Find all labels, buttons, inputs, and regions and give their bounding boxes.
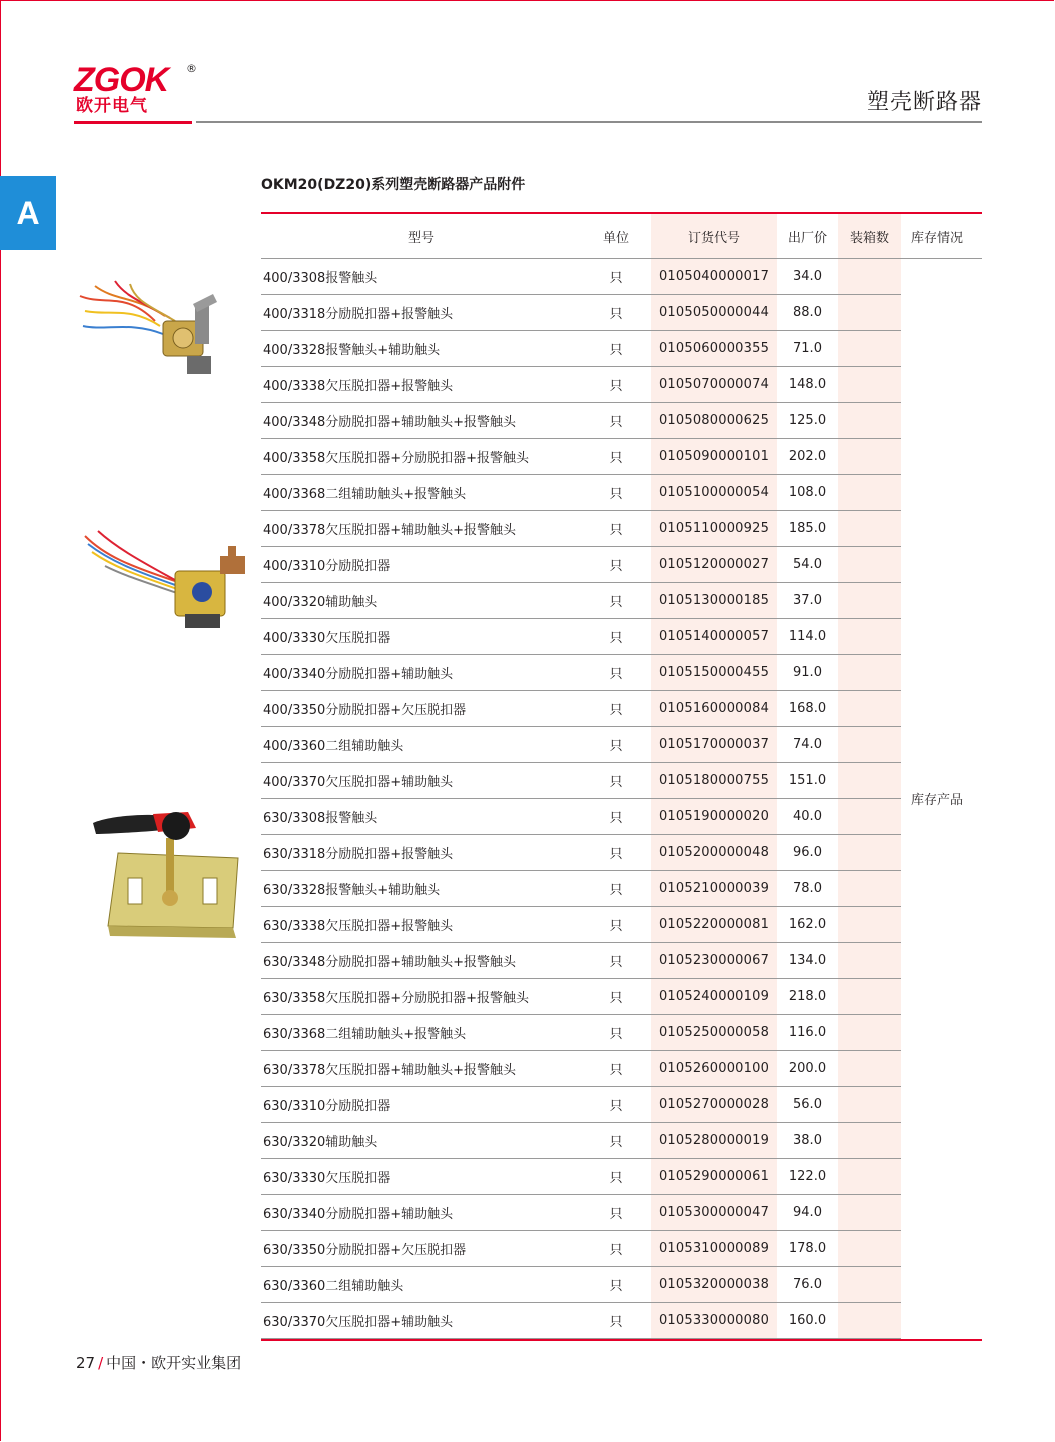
order-code-cell: 0105310000089	[651, 1231, 777, 1267]
table-row	[261, 583, 982, 619]
box-qty-cell	[838, 583, 901, 619]
model-cell: 400/3358欠压脱扣器+分励脱扣器+报警触头	[261, 439, 581, 475]
price-cell: 91.0	[777, 655, 838, 691]
unit-cell: 只	[581, 1087, 651, 1123]
order-code-cell: 0105260000100	[651, 1051, 777, 1087]
model-cell: 630/3348分励脱扣器+辅助触头+报警触头	[261, 943, 581, 979]
shunt-release-accessory-image	[80, 526, 250, 636]
model-cell: 630/3338欠压脱扣器+报警触头	[261, 907, 581, 943]
model-cell: 630/3330欠压脱扣器	[261, 1159, 581, 1195]
box-qty-cell	[838, 1195, 901, 1231]
box-qty-cell	[838, 331, 901, 367]
unit-cell: 只	[581, 907, 651, 943]
price-cell: 185.0	[777, 511, 838, 547]
model-cell: 630/3370欠压脱扣器+辅助触头	[261, 1303, 581, 1339]
brand-logo	[74, 61, 197, 124]
table-row	[261, 511, 982, 547]
order-code-cell: 0105190000020	[651, 799, 777, 835]
price-cell: 168.0	[777, 691, 838, 727]
order-code-cell: 0105160000084	[651, 691, 777, 727]
model-cell: 400/3310分励脱扣器	[261, 547, 581, 583]
price-cell: 88.0	[777, 295, 838, 331]
table-row	[261, 1195, 982, 1231]
unit-cell: 只	[581, 1303, 651, 1339]
price-cell: 37.0	[777, 583, 838, 619]
unit-cell: 只	[581, 979, 651, 1015]
price-cell: 162.0	[777, 907, 838, 943]
box-qty-cell	[838, 259, 901, 295]
box-qty-cell	[838, 1123, 901, 1159]
order-code-cell: 0105140000057	[651, 619, 777, 655]
box-qty-cell	[838, 547, 901, 583]
price-cell: 71.0	[777, 331, 838, 367]
header-stock: 库存情况	[901, 214, 982, 259]
price-cell: 178.0	[777, 1231, 838, 1267]
table-row	[261, 1087, 982, 1123]
order-code-cell: 0105330000080	[651, 1303, 777, 1339]
table-row	[261, 799, 982, 835]
section-title: OKM20(DZ20)系列塑壳断路器产品附件	[261, 177, 526, 193]
table-row	[261, 655, 982, 691]
box-qty-cell	[838, 1159, 901, 1195]
box-qty-cell	[838, 295, 901, 331]
price-table	[261, 214, 982, 1339]
unit-cell: 只	[581, 1267, 651, 1303]
unit-cell: 只	[581, 475, 651, 511]
price-cell: 125.0	[777, 403, 838, 439]
unit-cell: 只	[581, 1231, 651, 1267]
order-code-cell: 0105290000061	[651, 1159, 777, 1195]
price-cell: 160.0	[777, 1303, 838, 1339]
price-cell: 114.0	[777, 619, 838, 655]
order-code-cell: 0105230000067	[651, 943, 777, 979]
order-code-cell: 0105250000058	[651, 1015, 777, 1051]
table-row	[261, 367, 982, 403]
box-qty-cell	[838, 871, 901, 907]
price-cell: 148.0	[777, 367, 838, 403]
price-cell: 40.0	[777, 799, 838, 835]
box-qty-cell	[838, 439, 901, 475]
unit-cell: 只	[581, 403, 651, 439]
price-cell: 202.0	[777, 439, 838, 475]
table-row	[261, 727, 982, 763]
table-row	[261, 1015, 982, 1051]
price-cell: 94.0	[777, 1195, 838, 1231]
model-cell: 630/3340分励脱扣器+辅助触头	[261, 1195, 581, 1231]
box-qty-cell	[838, 691, 901, 727]
order-code-cell: 0105050000044	[651, 295, 777, 331]
logo-subtitle: 欧开电气	[76, 96, 148, 116]
box-qty-cell	[838, 403, 901, 439]
unit-cell: 只	[581, 1195, 651, 1231]
model-cell: 630/3318分励脱扣器+报警触头	[261, 835, 581, 871]
model-cell: 630/3310分励脱扣器	[261, 1087, 581, 1123]
header-divider	[196, 121, 982, 123]
price-cell: 76.0	[777, 1267, 838, 1303]
unit-cell: 只	[581, 943, 651, 979]
footer-slash: /	[98, 1354, 104, 1372]
registered-mark: ®	[186, 62, 197, 75]
table-row	[261, 295, 982, 331]
table-row	[261, 1267, 982, 1303]
order-code-cell: 0105220000081	[651, 907, 777, 943]
table-row	[261, 475, 982, 511]
unit-cell: 只	[581, 1015, 651, 1051]
model-cell: 630/3350分励脱扣器+欠压脱扣器	[261, 1231, 581, 1267]
header-price: 出厂价	[777, 214, 838, 259]
table-row	[261, 547, 982, 583]
order-code-cell: 0105060000355	[651, 331, 777, 367]
price-cell: 56.0	[777, 1087, 838, 1123]
model-cell: 400/3318分励脱扣器+报警触头	[261, 295, 581, 331]
model-cell: 400/3368二组辅助触头+报警触头	[261, 475, 581, 511]
header-model: 型号	[261, 214, 581, 259]
order-code-cell: 0105320000038	[651, 1267, 777, 1303]
box-qty-cell	[838, 1051, 901, 1087]
table-row	[261, 871, 982, 907]
model-cell: 630/3358欠压脱扣器+分励脱扣器+报警触头	[261, 979, 581, 1015]
page-category-title: 塑壳断路器	[866, 90, 982, 115]
table-row	[261, 1231, 982, 1267]
table-row	[261, 331, 982, 367]
box-qty-cell	[838, 511, 901, 547]
unit-cell: 只	[581, 691, 651, 727]
model-cell: 400/3328报警触头+辅助触头	[261, 331, 581, 367]
order-code-cell: 0105210000039	[651, 871, 777, 907]
box-qty-cell	[838, 943, 901, 979]
logo-wordmark: ZGOK	[74, 61, 169, 99]
order-code-cell: 0105070000074	[651, 367, 777, 403]
page-footer	[76, 1352, 241, 1373]
box-qty-cell	[838, 1303, 901, 1339]
table-row	[261, 259, 982, 295]
box-qty-cell	[838, 979, 901, 1015]
accessory-price-table	[261, 212, 982, 1341]
unit-cell: 只	[581, 1159, 651, 1195]
order-code-cell: 0105130000185	[651, 583, 777, 619]
price-cell: 218.0	[777, 979, 838, 1015]
model-cell: 400/3320辅助触头	[261, 583, 581, 619]
unit-cell: 只	[581, 367, 651, 403]
section-tab: A	[0, 176, 56, 250]
alarm-contact-accessory-image	[75, 276, 225, 386]
footer-company: 中国・欧开实业集团	[106, 1354, 242, 1372]
price-cell: 116.0	[777, 1015, 838, 1051]
order-code-cell: 0105090000101	[651, 439, 777, 475]
price-cell: 151.0	[777, 763, 838, 799]
box-qty-cell	[838, 1267, 901, 1303]
model-cell: 400/3338欠压脱扣器+报警触头	[261, 367, 581, 403]
unit-cell: 只	[581, 655, 651, 691]
unit-cell: 只	[581, 259, 651, 295]
table-row	[261, 619, 982, 655]
unit-cell: 只	[581, 547, 651, 583]
model-cell: 630/3360二组辅助触头	[261, 1267, 581, 1303]
header-box-qty: 装箱数	[838, 214, 901, 259]
order-code-cell: 0105150000455	[651, 655, 777, 691]
table-row	[261, 691, 982, 727]
box-qty-cell	[838, 655, 901, 691]
price-cell: 74.0	[777, 727, 838, 763]
model-cell: 400/3360二组辅助触头	[261, 727, 581, 763]
table-header-row	[261, 214, 982, 259]
order-code-cell: 0105240000109	[651, 979, 777, 1015]
unit-cell: 只	[581, 1123, 651, 1159]
order-code-cell: 0105270000028	[651, 1087, 777, 1123]
table-row	[261, 835, 982, 871]
table-row	[261, 763, 982, 799]
model-cell: 400/3330欠压脱扣器	[261, 619, 581, 655]
model-cell: 400/3308报警触头	[261, 259, 581, 295]
model-cell: 630/3378欠压脱扣器+辅助触头+报警触头	[261, 1051, 581, 1087]
model-cell: 400/3370欠压脱扣器+辅助触头	[261, 763, 581, 799]
box-qty-cell	[838, 367, 901, 403]
model-cell: 630/3328报警触头+辅助触头	[261, 871, 581, 907]
page-number: 27	[76, 1354, 96, 1372]
price-cell: 122.0	[777, 1159, 838, 1195]
order-code-cell: 0105300000047	[651, 1195, 777, 1231]
model-cell: 400/3340分励脱扣器+辅助触头	[261, 655, 581, 691]
table-row	[261, 1123, 982, 1159]
price-cell: 54.0	[777, 547, 838, 583]
order-code-cell: 0105280000019	[651, 1123, 777, 1159]
unit-cell: 只	[581, 763, 651, 799]
price-cell: 200.0	[777, 1051, 838, 1087]
unit-cell: 只	[581, 619, 651, 655]
table-row	[261, 403, 982, 439]
header-unit: 单位	[581, 214, 651, 259]
box-qty-cell	[838, 907, 901, 943]
price-cell: 134.0	[777, 943, 838, 979]
unit-cell: 只	[581, 439, 651, 475]
table-row	[261, 979, 982, 1015]
unit-cell: 只	[581, 583, 651, 619]
price-cell: 78.0	[777, 871, 838, 907]
order-code-cell: 0105040000017	[651, 259, 777, 295]
order-code-cell: 0105080000625	[651, 403, 777, 439]
box-qty-cell	[838, 727, 901, 763]
model-cell: 400/3350分励脱扣器+欠压脱扣器	[261, 691, 581, 727]
unit-cell: 只	[581, 835, 651, 871]
box-qty-cell	[838, 1231, 901, 1267]
rotary-handle-accessory-image	[88, 808, 243, 943]
table-bottom-rule	[261, 1339, 982, 1341]
order-code-cell: 0105170000037	[651, 727, 777, 763]
order-code-cell: 0105120000027	[651, 547, 777, 583]
table-row	[261, 907, 982, 943]
order-code-cell: 0105200000048	[651, 835, 777, 871]
model-cell: 630/3368二组辅助触头+报警触头	[261, 1015, 581, 1051]
table-row	[261, 1051, 982, 1087]
header-order-code: 订货代号	[651, 214, 777, 259]
box-qty-cell	[838, 619, 901, 655]
price-cell: 108.0	[777, 475, 838, 511]
model-cell: 630/3308报警触头	[261, 799, 581, 835]
unit-cell: 只	[581, 1051, 651, 1087]
table-row	[261, 943, 982, 979]
box-qty-cell	[838, 763, 901, 799]
table-row	[261, 1303, 982, 1339]
logo-underline	[74, 121, 192, 124]
order-code-cell: 0105180000755	[651, 763, 777, 799]
box-qty-cell	[838, 1087, 901, 1123]
box-qty-cell	[838, 1015, 901, 1051]
unit-cell: 只	[581, 727, 651, 763]
model-cell: 400/3378欠压脱扣器+辅助触头+报警触头	[261, 511, 581, 547]
unit-cell: 只	[581, 871, 651, 907]
unit-cell: 只	[581, 295, 651, 331]
box-qty-cell	[838, 799, 901, 835]
unit-cell: 只	[581, 511, 651, 547]
unit-cell: 只	[581, 799, 651, 835]
box-qty-cell	[838, 475, 901, 511]
price-cell: 34.0	[777, 259, 838, 295]
price-cell: 38.0	[777, 1123, 838, 1159]
order-code-cell: 0105110000925	[651, 511, 777, 547]
box-qty-cell	[838, 835, 901, 871]
price-cell: 96.0	[777, 835, 838, 871]
table-row	[261, 1159, 982, 1195]
model-cell: 400/3348分励脱扣器+辅助触头+报警触头	[261, 403, 581, 439]
table-row	[261, 439, 982, 475]
model-cell: 630/3320辅助触头	[261, 1123, 581, 1159]
stock-status-cell: 库存产品	[911, 793, 964, 809]
unit-cell: 只	[581, 331, 651, 367]
order-code-cell: 0105100000054	[651, 475, 777, 511]
